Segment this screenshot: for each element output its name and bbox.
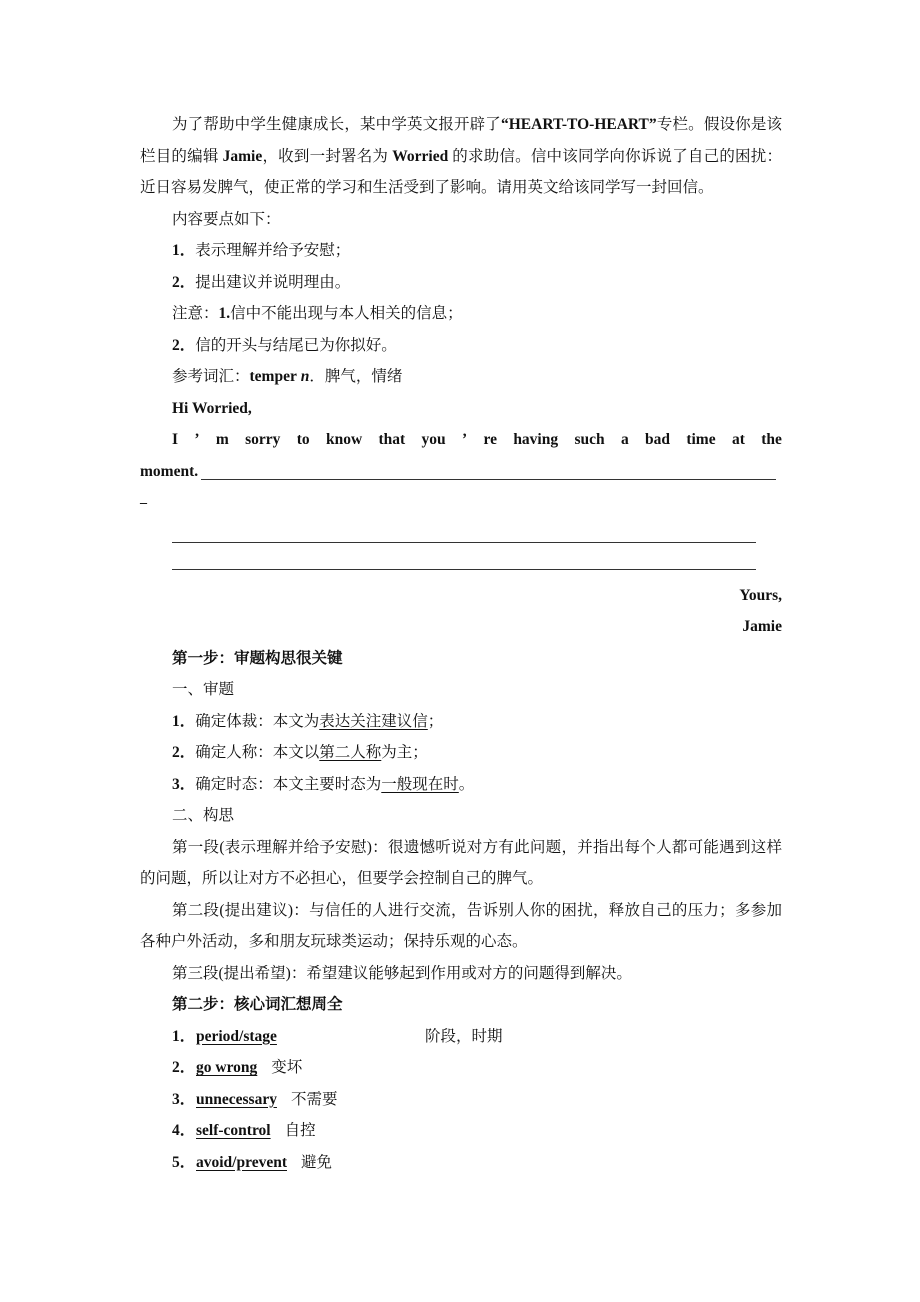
vocab-term: unnecessary [196,1090,277,1108]
intro-text: 专栏。假设你是该栏目的编辑 [140,116,782,165]
blank-line-row [140,519,782,551]
document-page [140,109,782,1178]
stray-mark-row [140,487,782,519]
reference-vocab [140,361,782,393]
word: bad [645,431,671,448]
vocab-meaning: ．脾气，情绪 [309,368,403,385]
word: having [513,431,559,448]
vocab-meaning: 不需要 [290,1090,338,1108]
letter-opening-line [140,424,782,456]
vocab-item [140,1021,782,1053]
point-number: 1． [172,242,196,259]
item-tail: 为主； [381,744,428,761]
item-answer: 一般现在时 [381,775,459,793]
analysis-item [140,706,782,738]
item-label: 确定人称：本文以 [195,744,320,761]
vocab-item [140,1052,782,1084]
word: m [215,431,229,448]
intro-text: ，收到一封署名为 [262,147,393,165]
outline-paragraph [140,895,782,958]
word: such [574,431,605,448]
points-title: 内容要点如下： [172,210,281,228]
vocab-meaning: 避免 [301,1153,333,1171]
word: sorry [245,431,281,448]
word: ’ [462,431,468,448]
word: that [378,431,406,448]
point-text: 提出建议并说明理由。 [195,273,351,291]
word: time [686,431,716,448]
note-text: 信中不能出现与本人相关的信息； [230,305,463,322]
vocab-item [140,1147,782,1179]
word: I [172,431,179,448]
vocab-meaning: 自控 [284,1122,316,1139]
section2-title: 二、构思 [172,807,235,824]
vocab-meaning: 阶段，时期 [424,1027,503,1045]
vocab-term: period/stage [196,1027,277,1045]
item-number: 3． [172,775,196,793]
note-item [140,298,782,330]
paragraph-text: 很遗憾听说对方有此问题，并指出每个人都可能遇到这样的问题，所以让对方不必担心，但要学会控制自己的脾气。 [140,838,782,887]
letter-closing: Yours, [739,586,782,604]
editor-name: Jamie [222,147,263,165]
vocab-word: temper [249,368,297,385]
word: ’ [194,431,200,448]
item-label: 确定时态：本文主要时态为 [195,775,382,793]
item-number: 1． [172,712,196,730]
word-moment: moment. [140,462,199,480]
vocab-pos: n [300,368,310,385]
word: to [296,431,310,448]
stray-underscore: _ [140,491,147,506]
point-text: 表示理解并给予安慰； [195,242,351,259]
item-answer: 表达关注建议信 [319,712,428,730]
paragraph-label: 第三段(提出希望)： [172,964,307,982]
paragraph-label: 第二段(提出建议)： [172,901,310,919]
vocab-item [140,1115,782,1147]
vocab-meaning: 变坏 [271,1059,303,1076]
word: a [620,431,629,448]
word: know [326,431,363,448]
note-text: 信的开头与结尾已为你拟好。 [195,336,397,354]
word: the [761,431,782,448]
point-item [140,267,782,299]
paragraph-text: 希望建议能够起到作用或对方的问题得到解决。 [306,964,632,982]
vocab-label: 参考词汇： [172,368,250,385]
vocab-term: avoid/prevent [196,1153,287,1171]
step2-title: 第二步：核心词汇想周全 [172,996,343,1013]
note-number: 2． [172,336,196,354]
vocab-number: 3． [172,1090,196,1108]
vocab-number: 5． [172,1153,196,1171]
answer-blank-line[interactable] [172,527,756,543]
intro-text: 为了帮助中学生健康成长，某中学英文报开辟了 [172,116,501,133]
analysis-item [140,769,782,801]
prompt-intro [140,109,782,204]
letter-greeting: Hi Worried, [172,399,252,417]
point-item [140,235,782,267]
item-tail: 。 [458,775,475,793]
analysis-item [140,737,782,769]
section1-title: 一、审题 [172,681,235,698]
vocab-number: 2． [172,1059,196,1076]
note-number: 1. [218,305,231,322]
vocab-item [140,1084,782,1116]
item-tail: ； [427,712,444,730]
item-label: 确定体裁：本文为 [195,712,320,730]
sender-name: Worried [392,147,449,165]
answer-blank-line[interactable] [172,554,756,570]
blank-line-row [140,550,782,582]
intro-text: 的求助信。信中该同学向你诉说了自己的困扰：近日容易发脾气，使正常的学习和生活受到了影响。请用英文给该同学写一封回信。 [140,147,782,196]
vocab-term: self-control [196,1122,271,1139]
step1-title: 第一步：审题构思很关键 [172,649,343,667]
outline-paragraph [140,958,782,990]
letter-signature: Jamie [742,618,782,635]
vocab-number: 4． [172,1122,196,1139]
vocab-term: go wrong [196,1059,258,1076]
word: at [731,431,745,448]
note-item [140,330,782,362]
vocab-number: 1． [172,1027,196,1045]
notes-label: 注意： [172,305,219,322]
point-number: 2． [172,273,196,291]
word: you [421,431,446,448]
answer-blank-line[interactable] [201,464,776,480]
paragraph-label: 第一段(表示理解并给予安慰)： [172,838,388,856]
word: re [483,431,497,448]
item-answer: 第二人称 [319,744,382,761]
column-name: “HEART-TO-HEART” [500,116,657,133]
item-number: 2． [172,744,196,761]
letter-moment-line [140,456,782,488]
outline-paragraph [140,832,782,895]
paragraph-text: 与信任的人进行交流，告诉别人你的困扰，释放自己的压力；多参加各种户外活动，多和朋友玩球类运动；保持乐观的心态。 [140,901,782,950]
